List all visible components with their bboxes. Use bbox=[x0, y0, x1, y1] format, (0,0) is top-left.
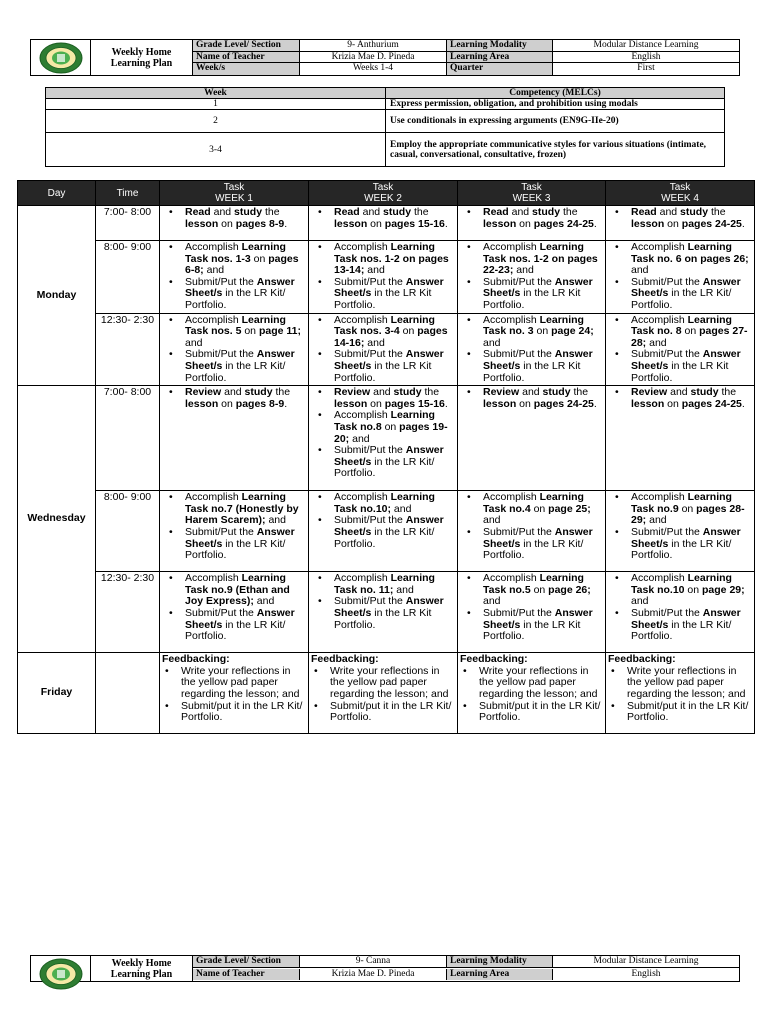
task-item: • Submit/put it in the LR Kit/ Portfolio. bbox=[162, 701, 306, 724]
week-label: WEEK 4 bbox=[661, 193, 699, 204]
task-item: • Submit/Put the Answer Sheet/s in the LR Kit/ Portfolio. bbox=[612, 608, 752, 643]
school-seal-icon bbox=[38, 958, 84, 990]
task-label: Task bbox=[669, 182, 691, 193]
task-item: • Submit/Put the Answer Sheet/s in the LR Kit/ Portfolio. bbox=[612, 277, 752, 312]
modality-value: Modular Distance Learning bbox=[553, 956, 739, 968]
learning-area-label: Learning Area bbox=[447, 52, 553, 64]
competency-week: 2 bbox=[46, 110, 386, 133]
task-item: • Accomplish Learning Task no.10; and bbox=[315, 492, 455, 515]
table-row bbox=[18, 386, 755, 491]
table-row bbox=[18, 653, 755, 734]
task-cell bbox=[160, 653, 309, 734]
plan-title: Weekly Home Learning Plan bbox=[91, 40, 193, 75]
table-row bbox=[18, 491, 755, 572]
table-row bbox=[18, 206, 755, 241]
day-friday: Friday bbox=[18, 653, 96, 734]
feedback-label: Feedbacking: bbox=[162, 653, 230, 666]
task-item: • Write your reflections in the yellow pad paper regarding the lesson; and bbox=[460, 666, 603, 701]
time-cell: 8:00- 9:00 bbox=[96, 491, 160, 572]
task-item: • Accomplish Learning Task nos. 3-4 on pages 14-16; and bbox=[315, 315, 455, 350]
task-cell bbox=[606, 386, 755, 491]
task-item: • Submit/Put the Answer Sheet/s in the LR Kit Portfolio. bbox=[464, 608, 603, 643]
task-item: • Submit/Put the Answer Sheet/s in the LR Kit/ Portfolio. bbox=[166, 277, 306, 312]
quarter-label: Quarter bbox=[447, 63, 553, 75]
header-bottom bbox=[30, 955, 740, 982]
table-row bbox=[18, 241, 755, 314]
task-item: • Accomplish Learning Task no.9 on pages 28-29; and bbox=[612, 492, 752, 527]
day-monday: Monday bbox=[18, 206, 96, 386]
task-cell bbox=[606, 653, 755, 734]
task-item: • Submit/Put the Answer Sheet/s in the LR Kit/ Portfolio. bbox=[464, 527, 603, 562]
task-cell bbox=[160, 386, 309, 491]
competency-row bbox=[46, 133, 725, 167]
competency-melc: Use conditionals in expressing arguments (EN9G-IIe-20) bbox=[386, 110, 725, 133]
task-cell bbox=[160, 241, 309, 314]
competency-table bbox=[45, 87, 725, 167]
task-item: • Submit/Put the Answer Sheet/s in the LR Kit/ Portfolio. bbox=[166, 608, 306, 643]
melc-column-header: Competency (MELCs) bbox=[386, 88, 725, 99]
week-label: WEEK 1 bbox=[215, 193, 253, 204]
task-cell bbox=[309, 206, 458, 241]
task-label: Task bbox=[372, 182, 394, 193]
task-label: Task bbox=[521, 182, 542, 193]
task-item: • Accomplish Learning Task no. 8 on pages 27-28; and bbox=[612, 315, 752, 350]
school-logo bbox=[31, 956, 91, 981]
weeks-label: Week/s bbox=[193, 63, 300, 75]
task-item: • Accomplish Learning Task no. 11; and bbox=[315, 573, 455, 596]
task-cell bbox=[160, 491, 309, 572]
table-row bbox=[18, 313, 755, 386]
competency-melc: Express permission, obligation, and prohibition using modals bbox=[386, 99, 725, 110]
task-item: • Accomplish Learning Task no. 3 on page 24; and bbox=[464, 315, 603, 350]
modality-label: Learning Modality bbox=[447, 956, 553, 968]
task-item: • Submit/Put the Answer Sheet/s in the LR Kit Portfolio. bbox=[612, 349, 752, 384]
time-cell: 7:00- 8:00 bbox=[96, 386, 160, 491]
task-item: • Submit/Put the Answer Sheet/s in the LR Kit Portfolio. bbox=[464, 349, 603, 384]
task-item: • Accomplish Learning Task nos. 1-2 on pages 13-14; and bbox=[315, 242, 455, 277]
week-label: WEEK 3 bbox=[512, 193, 551, 204]
modality-value: Modular Distance Learning bbox=[553, 40, 739, 52]
task-item: • Accomplish Learning Task nos. 1-2 on pages 22-23; and bbox=[464, 242, 603, 277]
grade-section-label: Grade Level/ Section bbox=[193, 956, 300, 968]
task-cell bbox=[458, 241, 606, 314]
week3-column-header bbox=[458, 181, 606, 206]
task-cell bbox=[606, 491, 755, 572]
task-item: • Review and study the lesson on pages 24-25. bbox=[464, 387, 603, 410]
week-label: WEEK 2 bbox=[364, 193, 402, 204]
task-item: • Submit/Put the Answer Sheet/s in the LR Kit Portfolio. bbox=[315, 277, 455, 312]
week4-column-header bbox=[606, 181, 755, 206]
feedback-label: Feedbacking: bbox=[311, 653, 379, 666]
learning-area-label: Learning Area bbox=[447, 969, 553, 981]
modality-label: Learning Modality bbox=[447, 40, 553, 52]
task-item: • Submit/Put the Answer Sheet/s in the LR Kit/ Portfolio. bbox=[166, 349, 306, 384]
task-item: • Submit/Put the Answer Sheet/s in the LR Kit Portfolio. bbox=[315, 596, 455, 631]
task-cell bbox=[160, 313, 309, 386]
task-item: • Read and study the lesson on pages 8-9. bbox=[166, 207, 306, 230]
task-cell bbox=[309, 313, 458, 386]
task-cell bbox=[160, 572, 309, 653]
task-item: • Submit/Put the Answer Sheet/s in the LR Kit Portfolio. bbox=[464, 277, 603, 312]
task-cell bbox=[606, 572, 755, 653]
task-cell bbox=[309, 386, 458, 491]
time-cell: 7:00- 8:00 bbox=[96, 206, 160, 241]
task-item: • Review and study the lesson on pages 24-25. bbox=[612, 387, 752, 410]
task-item: • Accomplish Learning Task nos. 5 on page 11; and bbox=[166, 315, 306, 350]
task-item: • Submit/Put the Answer Sheet/s in the LR Kit/ Portfolio. bbox=[315, 445, 455, 480]
task-cell bbox=[309, 241, 458, 314]
school-seal-icon bbox=[38, 42, 84, 74]
plan-title: Weekly Home Learning Plan bbox=[91, 956, 193, 981]
week2-column-header bbox=[309, 181, 458, 206]
grade-section-value: 9- Canna bbox=[300, 956, 447, 968]
week-column-header: Week bbox=[46, 88, 386, 99]
task-item: • Accomplish Learning Task no.7 (Honestly by Harem Scarem); and bbox=[166, 492, 306, 527]
teacher-value: Krizia Mae D. Pineda bbox=[300, 969, 447, 981]
time-column-header: Time bbox=[96, 181, 160, 206]
task-cell bbox=[458, 206, 606, 241]
weeks-value: Weeks 1-4 bbox=[300, 63, 447, 75]
competency-row bbox=[46, 99, 725, 110]
day-column-header: Day bbox=[18, 181, 96, 206]
task-item: • Submit/put it in the LR Kit/ Portfolio. bbox=[460, 701, 603, 724]
task-cell bbox=[606, 206, 755, 241]
task-cell bbox=[458, 313, 606, 386]
learning-area-value: English bbox=[553, 52, 739, 64]
task-item: • Review and study the lesson on pages 8-9. bbox=[166, 387, 306, 410]
task-item: • Submit/Put the Answer Sheet/s in the LR Kit/ Portfolio. bbox=[166, 527, 306, 562]
feedback-label: Feedbacking: bbox=[608, 653, 676, 666]
task-cell bbox=[309, 491, 458, 572]
task-item: • Accomplish Learning Task no.10 on page 29; and bbox=[612, 573, 752, 608]
teacher-label: Name of Teacher bbox=[193, 52, 300, 64]
task-cell bbox=[458, 491, 606, 572]
task-item: • Accomplish Learning Task nos. 1-3 on pages 6-8; and bbox=[166, 242, 306, 277]
header-info-grid bbox=[193, 956, 739, 981]
task-item: • Submit/Put the Answer Sheet/s in the LR Kit/ Portfolio. bbox=[315, 515, 455, 550]
task-item: • Write your reflections in the yellow pad paper regarding the lesson; and bbox=[162, 666, 306, 701]
task-item: • Write your reflections in the yellow pad paper regarding the lesson; and bbox=[311, 666, 455, 701]
learning-area-value: English bbox=[631, 968, 661, 979]
task-item: • Accomplish Learning Task no.8 on pages 19-20; and bbox=[315, 410, 455, 445]
task-cell bbox=[309, 653, 458, 734]
teacher-label: Name of Teacher bbox=[193, 969, 300, 981]
task-item: • Submit/put it in the LR Kit/ Portfolio. bbox=[608, 701, 752, 724]
time-cell: 8:00- 9:00 bbox=[96, 241, 160, 314]
task-cell bbox=[458, 572, 606, 653]
task-item: • Submit/Put the Answer Sheet/s in the LR Kit Portfolio. bbox=[315, 349, 455, 384]
grade-section-label: Grade Level/ Section bbox=[193, 40, 300, 52]
time-cell-empty bbox=[96, 653, 160, 734]
task-item: • Submit/Put the Answer Sheet/s in the LR Kit/ Portfolio. bbox=[612, 527, 752, 562]
task-cell bbox=[458, 386, 606, 491]
task-item: • Accomplish Learning Task no.4 on page 25; and bbox=[464, 492, 603, 527]
competency-melc: Employ the appropriate communicative styles for various situations (intimate, casual, conversational, consultative, frozen) bbox=[386, 133, 725, 167]
week1-column-header bbox=[160, 181, 309, 206]
task-item: • Accomplish Learning Task no. 6 on pages 26; and bbox=[612, 242, 752, 277]
time-cell: 12:30- 2:30 bbox=[96, 572, 160, 653]
task-item: • Read and study the lesson on pages 24-25. bbox=[464, 207, 603, 230]
teacher-value: Krizia Mae D. Pineda bbox=[300, 52, 447, 64]
task-item: • Submit/put it in the LR Kit/ Portfolio. bbox=[311, 701, 455, 724]
task-item: • Review and study the lesson on pages 15-16. bbox=[315, 387, 455, 410]
task-item: • Read and study the lesson on pages 15-16. bbox=[315, 207, 455, 230]
school-logo bbox=[31, 40, 91, 75]
task-cell bbox=[606, 241, 755, 314]
task-item: • Read and study the lesson on pages 24-25. bbox=[612, 207, 752, 230]
task-item: • Write your reflections in the yellow pad paper regarding the lesson; and bbox=[608, 666, 752, 701]
quarter-value: First bbox=[637, 63, 655, 74]
competency-row bbox=[46, 110, 725, 133]
time-cell: 12:30- 2:30 bbox=[96, 313, 160, 386]
task-cell bbox=[160, 206, 309, 241]
competency-week: 1 bbox=[46, 99, 386, 110]
feedback-label: Feedbacking: bbox=[460, 653, 528, 666]
task-cell bbox=[458, 653, 606, 734]
weekly-plan-table bbox=[17, 180, 755, 734]
table-row bbox=[18, 572, 755, 653]
task-item: • Accomplish Learning Task no.5 on page 26; and bbox=[464, 573, 603, 608]
task-item: • Accomplish Learning Task no.9 (Ethan and Joy Express); and bbox=[166, 573, 306, 608]
header-top bbox=[30, 39, 740, 76]
header-info-grid bbox=[193, 40, 739, 75]
task-label: Task bbox=[223, 182, 245, 193]
grade-section-value: 9- Anthurium bbox=[300, 40, 447, 52]
task-cell bbox=[309, 572, 458, 653]
day-wednesday: Wednesday bbox=[18, 386, 96, 653]
task-cell bbox=[606, 313, 755, 386]
competency-week: 3-4 bbox=[46, 133, 386, 167]
